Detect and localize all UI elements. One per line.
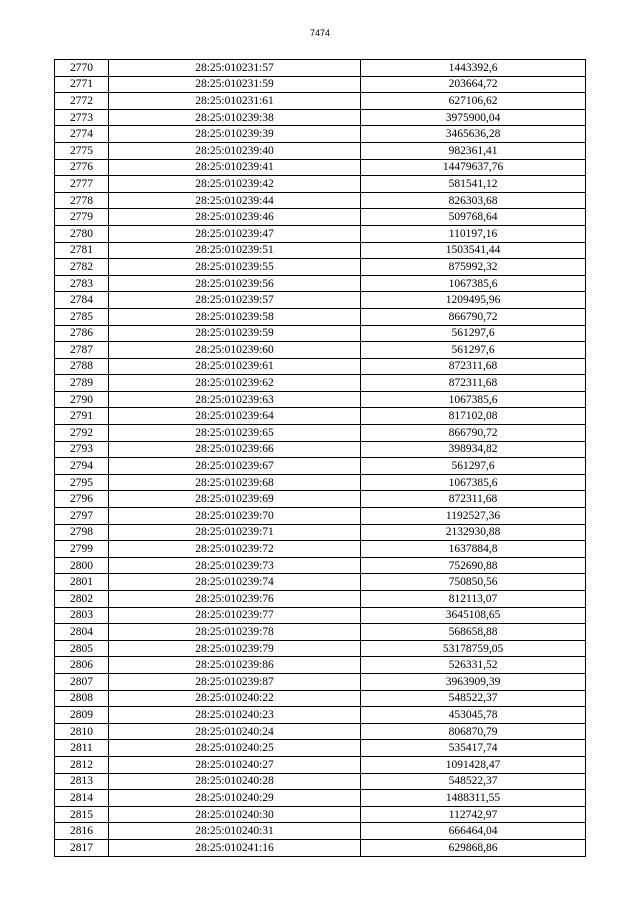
table-row xyxy=(55,823,586,840)
row-number-cell: 2780 xyxy=(55,225,109,242)
table-row xyxy=(55,142,586,159)
table-row xyxy=(55,657,586,674)
cadastral-value-cell: 1091428,47 xyxy=(361,756,586,773)
cadastral-number-cell: 28:25:010239:63 xyxy=(109,391,361,408)
table-row xyxy=(55,624,586,641)
row-number-cell: 2795 xyxy=(55,474,109,491)
cadastral-value-table xyxy=(54,59,586,857)
table-row xyxy=(55,557,586,574)
cadastral-value-cell: 1067385,6 xyxy=(361,275,586,292)
cadastral-number-cell: 28:25:010231:61 xyxy=(109,93,361,110)
row-number-cell: 2811 xyxy=(55,740,109,757)
cadastral-number-cell: 28:25:010240:29 xyxy=(109,790,361,807)
cadastral-number-cell: 28:25:010231:57 xyxy=(109,60,361,77)
table-row xyxy=(55,159,586,176)
cadastral-value-cell: 1192527,36 xyxy=(361,508,586,525)
cadastral-value-cell: 453045,78 xyxy=(361,707,586,724)
cadastral-number-cell: 28:25:010239:51 xyxy=(109,242,361,259)
cadastral-value-cell: 526331,52 xyxy=(361,657,586,674)
cadastral-number-cell: 28:25:010239:73 xyxy=(109,557,361,574)
cadastral-value-cell: 203664,72 xyxy=(361,76,586,93)
row-number-cell: 2792 xyxy=(55,425,109,442)
cadastral-number-cell: 28:25:010239:78 xyxy=(109,624,361,641)
cadastral-value-cell: 1209495,96 xyxy=(361,292,586,309)
row-number-cell: 2772 xyxy=(55,93,109,110)
row-number-cell: 2808 xyxy=(55,690,109,707)
table-row xyxy=(55,375,586,392)
row-number-cell: 2802 xyxy=(55,591,109,608)
cadastral-value-cell: 14479637,76 xyxy=(361,159,586,176)
cadastral-value-cell: 3975900,04 xyxy=(361,109,586,126)
row-number-cell: 2793 xyxy=(55,441,109,458)
cadastral-value-cell: 872311,68 xyxy=(361,375,586,392)
cadastral-number-cell: 28:25:010240:28 xyxy=(109,773,361,790)
row-number-cell: 2775 xyxy=(55,142,109,159)
table-row xyxy=(55,325,586,342)
table-row xyxy=(55,806,586,823)
cadastral-value-cell: 2132930,88 xyxy=(361,524,586,541)
row-number-cell: 2782 xyxy=(55,259,109,276)
row-number-cell: 2815 xyxy=(55,806,109,823)
row-number-cell: 2790 xyxy=(55,391,109,408)
table-row xyxy=(55,756,586,773)
cadastral-number-cell: 28:25:010239:58 xyxy=(109,308,361,325)
row-number-cell: 2816 xyxy=(55,823,109,840)
cadastral-value-cell: 112742,97 xyxy=(361,806,586,823)
row-number-cell: 2778 xyxy=(55,192,109,209)
row-number-cell: 2799 xyxy=(55,541,109,558)
row-number-cell: 2773 xyxy=(55,109,109,126)
row-number-cell: 2812 xyxy=(55,756,109,773)
cadastral-number-cell: 28:25:010240:24 xyxy=(109,723,361,740)
table-row xyxy=(55,640,586,657)
row-number-cell: 2806 xyxy=(55,657,109,674)
row-number-cell: 2804 xyxy=(55,624,109,641)
cadastral-value-cell: 110197,16 xyxy=(361,225,586,242)
cadastral-number-cell: 28:25:010239:40 xyxy=(109,142,361,159)
table-row xyxy=(55,839,586,856)
cadastral-value-cell: 866790,72 xyxy=(361,308,586,325)
row-number-cell: 2791 xyxy=(55,408,109,425)
table-row xyxy=(55,673,586,690)
cadastral-number-cell: 28:25:010239:67 xyxy=(109,458,361,475)
cadastral-value-cell: 561297,6 xyxy=(361,458,586,475)
row-number-cell: 2797 xyxy=(55,508,109,525)
table-row xyxy=(55,176,586,193)
cadastral-value-cell: 872311,68 xyxy=(361,358,586,375)
cadastral-value-cell: 3465636,28 xyxy=(361,126,586,143)
row-number-cell: 2800 xyxy=(55,557,109,574)
cadastral-value-cell: 1637884,8 xyxy=(361,541,586,558)
cadastral-number-cell: 28:25:010239:86 xyxy=(109,657,361,674)
cadastral-number-cell: 28:25:010239:57 xyxy=(109,292,361,309)
table-row xyxy=(55,458,586,475)
table-row xyxy=(55,259,586,276)
table-body xyxy=(55,60,586,857)
row-number-cell: 2796 xyxy=(55,491,109,508)
table-row xyxy=(55,723,586,740)
cadastral-number-cell: 28:25:010240:31 xyxy=(109,823,361,840)
row-number-cell: 2805 xyxy=(55,640,109,657)
cadastral-number-cell: 28:25:010239:69 xyxy=(109,491,361,508)
cadastral-value-cell: 581541,12 xyxy=(361,176,586,193)
table-row xyxy=(55,109,586,126)
row-number-cell: 2777 xyxy=(55,176,109,193)
row-number-cell: 2788 xyxy=(55,358,109,375)
row-number-cell: 2817 xyxy=(55,839,109,856)
cadastral-number-cell: 28:25:010239:66 xyxy=(109,441,361,458)
cadastral-value-cell: 1443392,6 xyxy=(361,60,586,77)
cadastral-value-cell: 398934,82 xyxy=(361,441,586,458)
cadastral-number-cell: 28:25:010239:61 xyxy=(109,358,361,375)
row-number-cell: 2814 xyxy=(55,790,109,807)
cadastral-number-cell: 28:25:010240:25 xyxy=(109,740,361,757)
table-row xyxy=(55,441,586,458)
table-row xyxy=(55,474,586,491)
cadastral-value-cell: 826303,68 xyxy=(361,192,586,209)
row-number-cell: 2810 xyxy=(55,723,109,740)
cadastral-number-cell: 28:25:010240:22 xyxy=(109,690,361,707)
row-number-cell: 2786 xyxy=(55,325,109,342)
cadastral-value-cell: 561297,6 xyxy=(361,342,586,359)
row-number-cell: 2813 xyxy=(55,773,109,790)
cadastral-value-cell: 568658,88 xyxy=(361,624,586,641)
cadastral-value-cell: 666464,04 xyxy=(361,823,586,840)
cadastral-number-cell: 28:25:010239:77 xyxy=(109,607,361,624)
table-row xyxy=(55,275,586,292)
cadastral-value-cell: 982361,41 xyxy=(361,142,586,159)
cadastral-number-cell: 28:25:010239:41 xyxy=(109,159,361,176)
cadastral-value-cell: 1503541,44 xyxy=(361,242,586,259)
cadastral-number-cell: 28:25:010239:55 xyxy=(109,259,361,276)
row-number-cell: 2801 xyxy=(55,574,109,591)
cadastral-value-cell: 872311,68 xyxy=(361,491,586,508)
row-number-cell: 2789 xyxy=(55,375,109,392)
cadastral-value-cell: 548522,37 xyxy=(361,690,586,707)
cadastral-number-cell: 28:25:010240:27 xyxy=(109,756,361,773)
cadastral-value-cell: 3963909,39 xyxy=(361,673,586,690)
table-row xyxy=(55,242,586,259)
row-number-cell: 2807 xyxy=(55,673,109,690)
cadastral-number-cell: 28:25:010239:72 xyxy=(109,541,361,558)
cadastral-number-cell: 28:25:010239:60 xyxy=(109,342,361,359)
cadastral-number-cell: 28:25:010239:68 xyxy=(109,474,361,491)
cadastral-value-cell: 509768,64 xyxy=(361,209,586,226)
cadastral-number-cell: 28:25:010239:42 xyxy=(109,176,361,193)
table-row xyxy=(55,541,586,558)
cadastral-value-cell: 866790,72 xyxy=(361,425,586,442)
cadastral-number-cell: 28:25:010239:76 xyxy=(109,591,361,608)
cadastral-value-cell: 875992,32 xyxy=(361,259,586,276)
cadastral-number-cell: 28:25:010239:71 xyxy=(109,524,361,541)
cadastral-number-cell: 28:25:010239:44 xyxy=(109,192,361,209)
table-row xyxy=(55,408,586,425)
row-number-cell: 2771 xyxy=(55,76,109,93)
cadastral-value-cell: 627106,62 xyxy=(361,93,586,110)
table-row xyxy=(55,308,586,325)
table-row xyxy=(55,425,586,442)
row-number-cell: 2787 xyxy=(55,342,109,359)
cadastral-value-cell: 750850,56 xyxy=(361,574,586,591)
cadastral-value-cell: 53178759,05 xyxy=(361,640,586,657)
table-row xyxy=(55,707,586,724)
row-number-cell: 2784 xyxy=(55,292,109,309)
table-row xyxy=(55,292,586,309)
row-number-cell: 2774 xyxy=(55,126,109,143)
table-row xyxy=(55,76,586,93)
table-row xyxy=(55,93,586,110)
table-row xyxy=(55,790,586,807)
cadastral-value-cell: 1488311,55 xyxy=(361,790,586,807)
table-row xyxy=(55,391,586,408)
table-row xyxy=(55,126,586,143)
cadastral-number-cell: 28:25:010239:38 xyxy=(109,109,361,126)
cadastral-value-cell: 817102,08 xyxy=(361,408,586,425)
cadastral-number-cell: 28:25:010239:39 xyxy=(109,126,361,143)
cadastral-value-cell: 629868,86 xyxy=(361,839,586,856)
row-number-cell: 2803 xyxy=(55,607,109,624)
table-row xyxy=(55,225,586,242)
row-number-cell: 2798 xyxy=(55,524,109,541)
table-row xyxy=(55,574,586,591)
cadastral-value-cell: 752690,88 xyxy=(361,557,586,574)
table-row xyxy=(55,192,586,209)
table-row xyxy=(55,607,586,624)
table-row xyxy=(55,358,586,375)
row-number-cell: 2794 xyxy=(55,458,109,475)
cadastral-value-cell: 535417,74 xyxy=(361,740,586,757)
table-row xyxy=(55,524,586,541)
table-row xyxy=(55,773,586,790)
row-number-cell: 2781 xyxy=(55,242,109,259)
cadastral-number-cell: 28:25:010241:16 xyxy=(109,839,361,856)
cadastral-number-cell: 28:25:010239:59 xyxy=(109,325,361,342)
cadastral-number-cell: 28:25:010240:23 xyxy=(109,707,361,724)
cadastral-number-cell: 28:25:010239:56 xyxy=(109,275,361,292)
cadastral-value-cell: 806870,79 xyxy=(361,723,586,740)
cadastral-number-cell: 28:25:010239:64 xyxy=(109,408,361,425)
row-number-cell: 2770 xyxy=(55,60,109,77)
cadastral-value-cell: 812113,07 xyxy=(361,591,586,608)
cadastral-value-cell: 3645108,65 xyxy=(361,607,586,624)
cadastral-number-cell: 28:25:010239:74 xyxy=(109,574,361,591)
row-number-cell: 2785 xyxy=(55,308,109,325)
row-number-cell: 2809 xyxy=(55,707,109,724)
cadastral-number-cell: 28:25:010239:70 xyxy=(109,508,361,525)
table-row xyxy=(55,342,586,359)
table-row xyxy=(55,740,586,757)
table-row xyxy=(55,690,586,707)
cadastral-number-cell: 28:25:010239:87 xyxy=(109,673,361,690)
row-number-cell: 2783 xyxy=(55,275,109,292)
page-number: 7474 xyxy=(309,28,331,38)
cadastral-number-cell: 28:25:010239:46 xyxy=(109,209,361,226)
table-row xyxy=(55,491,586,508)
row-number-cell: 2779 xyxy=(55,209,109,226)
cadastral-number-cell: 28:25:010239:47 xyxy=(109,225,361,242)
cadastral-value-cell: 548522,37 xyxy=(361,773,586,790)
table-row xyxy=(55,591,586,608)
table-row xyxy=(55,209,586,226)
cadastral-number-cell: 28:25:010240:30 xyxy=(109,806,361,823)
cadastral-value-cell: 1067385,6 xyxy=(361,391,586,408)
cadastral-number-cell: 28:25:010239:62 xyxy=(109,375,361,392)
cadastral-number-cell: 28:25:010239:65 xyxy=(109,425,361,442)
cadastral-number-cell: 28:25:010239:79 xyxy=(109,640,361,657)
table-row xyxy=(55,60,586,77)
cadastral-number-cell: 28:25:010231:59 xyxy=(109,76,361,93)
row-number-cell: 2776 xyxy=(55,159,109,176)
table-row xyxy=(55,508,586,525)
cadastral-value-cell: 1067385,6 xyxy=(361,474,586,491)
cadastral-value-cell: 561297,6 xyxy=(361,325,586,342)
